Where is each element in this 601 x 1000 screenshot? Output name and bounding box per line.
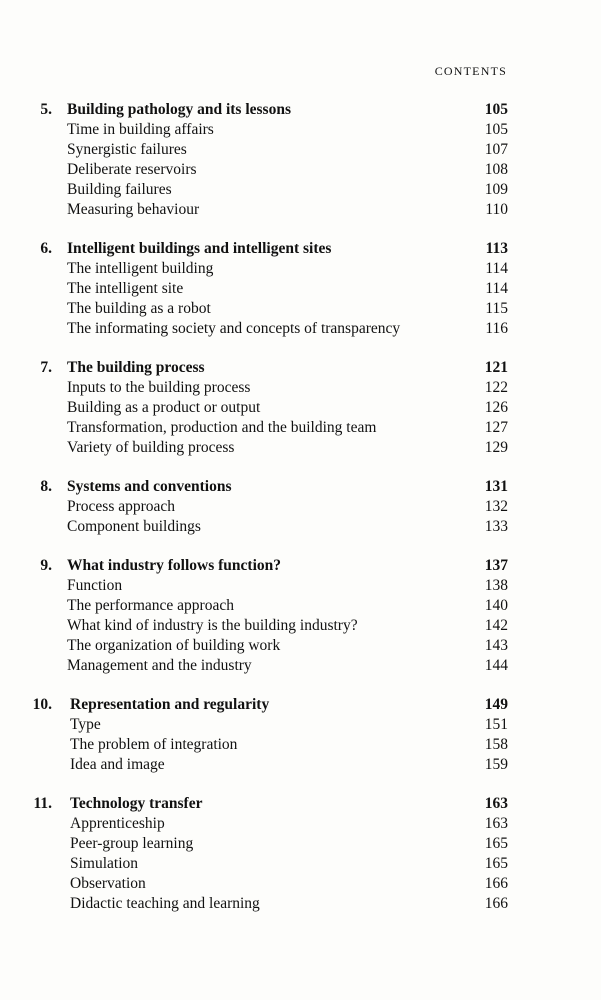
section-title: Peer-group learning bbox=[70, 835, 194, 852]
section-page: 132 bbox=[484, 498, 508, 515]
section-page: 108 bbox=[484, 161, 508, 178]
section-entry bbox=[0, 259, 601, 279]
section-entry bbox=[0, 438, 601, 458]
chapter-page: 105 bbox=[484, 101, 508, 118]
section-title: The performance approach bbox=[67, 597, 234, 614]
section-page: 129 bbox=[484, 439, 508, 456]
section-entry bbox=[0, 894, 601, 914]
section-title: Variety of building process bbox=[67, 439, 235, 456]
section-title: Building failures bbox=[67, 181, 172, 198]
section-entry bbox=[0, 200, 601, 220]
section-page: 143 bbox=[484, 637, 508, 654]
section-page: 133 bbox=[484, 518, 508, 535]
section-page: 114 bbox=[485, 260, 508, 277]
section-title: Transformation, production and the building team bbox=[67, 419, 377, 436]
section-title: Measuring behaviour bbox=[67, 201, 200, 218]
chapter-title: Technology transfer bbox=[70, 795, 203, 812]
running-head: CONTENTS bbox=[434, 64, 507, 78]
chapter-9 bbox=[0, 556, 601, 676]
chapter-7 bbox=[0, 358, 601, 458]
chapter-heading bbox=[0, 239, 601, 259]
chapter-number: 5. bbox=[40, 101, 52, 118]
section-entry bbox=[0, 735, 601, 755]
chapter-page: 113 bbox=[485, 240, 508, 257]
section-page: 114 bbox=[485, 280, 508, 297]
chapter-page: 131 bbox=[484, 478, 508, 495]
chapter-number: 11. bbox=[33, 795, 52, 812]
section-entry bbox=[0, 497, 601, 517]
chapter-5 bbox=[0, 100, 601, 220]
section-title: Inputs to the building process bbox=[67, 379, 251, 396]
chapter-11 bbox=[0, 794, 601, 914]
table-of-contents bbox=[0, 100, 601, 933]
section-title: Process approach bbox=[67, 498, 176, 515]
chapter-page: 163 bbox=[484, 795, 508, 812]
chapter-page: 121 bbox=[484, 359, 508, 376]
chapter-number: 9. bbox=[40, 557, 52, 574]
section-title: What kind of industry is the building industry? bbox=[67, 617, 358, 634]
chapter-title: Systems and conventions bbox=[67, 478, 232, 495]
section-entry bbox=[0, 616, 601, 636]
section-title: Deliberate reservoirs bbox=[67, 161, 197, 178]
section-page: 151 bbox=[484, 716, 508, 733]
section-title: Simulation bbox=[70, 855, 139, 872]
chapter-number: 6. bbox=[40, 240, 52, 257]
section-entry bbox=[0, 854, 601, 874]
section-entry bbox=[0, 299, 601, 319]
chapter-heading bbox=[0, 695, 601, 715]
chapter-title: The building process bbox=[67, 359, 205, 376]
section-title: Idea and image bbox=[70, 756, 165, 773]
section-title: Type bbox=[70, 716, 101, 733]
chapter-title: Intelligent buildings and intelligent sites bbox=[67, 240, 332, 257]
section-page: 109 bbox=[484, 181, 508, 198]
section-entry bbox=[0, 418, 601, 438]
section-page: 166 bbox=[484, 875, 508, 892]
chapter-number: 8. bbox=[40, 478, 52, 495]
section-page: 142 bbox=[484, 617, 508, 634]
section-entry bbox=[0, 319, 601, 339]
section-title: The organization of building work bbox=[67, 637, 281, 654]
section-page: 165 bbox=[484, 855, 508, 872]
section-page: 105 bbox=[484, 121, 508, 138]
section-entry bbox=[0, 715, 601, 735]
chapter-number: 10. bbox=[32, 696, 52, 713]
section-title: The intelligent building bbox=[67, 260, 214, 277]
section-title: Function bbox=[67, 577, 123, 594]
section-page: 165 bbox=[484, 835, 508, 852]
chapter-heading bbox=[0, 358, 601, 378]
section-entry bbox=[0, 160, 601, 180]
section-title: Didactic teaching and learning bbox=[70, 895, 260, 912]
section-entry bbox=[0, 755, 601, 775]
section-title: The problem of integration bbox=[70, 736, 238, 753]
section-page: 122 bbox=[484, 379, 508, 396]
section-page: 115 bbox=[485, 300, 508, 317]
section-page: 159 bbox=[484, 756, 508, 773]
chapter-number: 7. bbox=[40, 359, 52, 376]
section-entry bbox=[0, 398, 601, 418]
section-entry bbox=[0, 596, 601, 616]
chapter-8 bbox=[0, 477, 601, 537]
section-page: 110 bbox=[485, 201, 508, 218]
section-title: Component buildings bbox=[67, 518, 201, 535]
chapter-page: 149 bbox=[484, 696, 508, 713]
section-entry bbox=[0, 378, 601, 398]
section-entry bbox=[0, 140, 601, 160]
section-title: Apprenticeship bbox=[70, 815, 165, 832]
chapter-heading bbox=[0, 100, 601, 120]
section-title: Management and the industry bbox=[67, 657, 252, 674]
chapter-heading bbox=[0, 556, 601, 576]
chapter-6 bbox=[0, 239, 601, 339]
section-page: 138 bbox=[484, 577, 508, 594]
section-title: The informating society and concepts of transparency bbox=[67, 320, 401, 337]
section-title: Time in building affairs bbox=[67, 121, 214, 138]
section-page: 140 bbox=[484, 597, 508, 614]
chapter-title: What industry follows function? bbox=[67, 557, 282, 574]
section-entry bbox=[0, 656, 601, 676]
section-entry bbox=[0, 576, 601, 596]
section-entry bbox=[0, 517, 601, 537]
chapter-title: Representation and regularity bbox=[70, 696, 270, 713]
section-page: 158 bbox=[484, 736, 508, 753]
section-entry bbox=[0, 636, 601, 656]
section-title: Synergistic failures bbox=[67, 141, 187, 158]
chapter-heading bbox=[0, 477, 601, 497]
section-page: 166 bbox=[484, 895, 508, 912]
section-page: 144 bbox=[484, 657, 508, 674]
section-entry bbox=[0, 874, 601, 894]
section-page: 116 bbox=[485, 320, 508, 337]
section-entry bbox=[0, 814, 601, 834]
section-page: 126 bbox=[484, 399, 508, 416]
section-entry bbox=[0, 834, 601, 854]
section-title: Observation bbox=[70, 875, 146, 892]
section-title: The intelligent site bbox=[67, 280, 184, 297]
section-title: The building as a robot bbox=[67, 300, 211, 317]
section-entry bbox=[0, 279, 601, 299]
chapter-heading bbox=[0, 794, 601, 814]
section-page: 127 bbox=[484, 419, 508, 436]
chapter-title: Building pathology and its lessons bbox=[67, 101, 291, 118]
chapter-page: 137 bbox=[484, 557, 508, 574]
chapter-10 bbox=[0, 695, 601, 775]
section-title: Building as a product or output bbox=[67, 399, 261, 416]
section-entry bbox=[0, 120, 601, 140]
section-page: 107 bbox=[484, 141, 508, 158]
section-page: 163 bbox=[484, 815, 508, 832]
section-entry bbox=[0, 180, 601, 200]
